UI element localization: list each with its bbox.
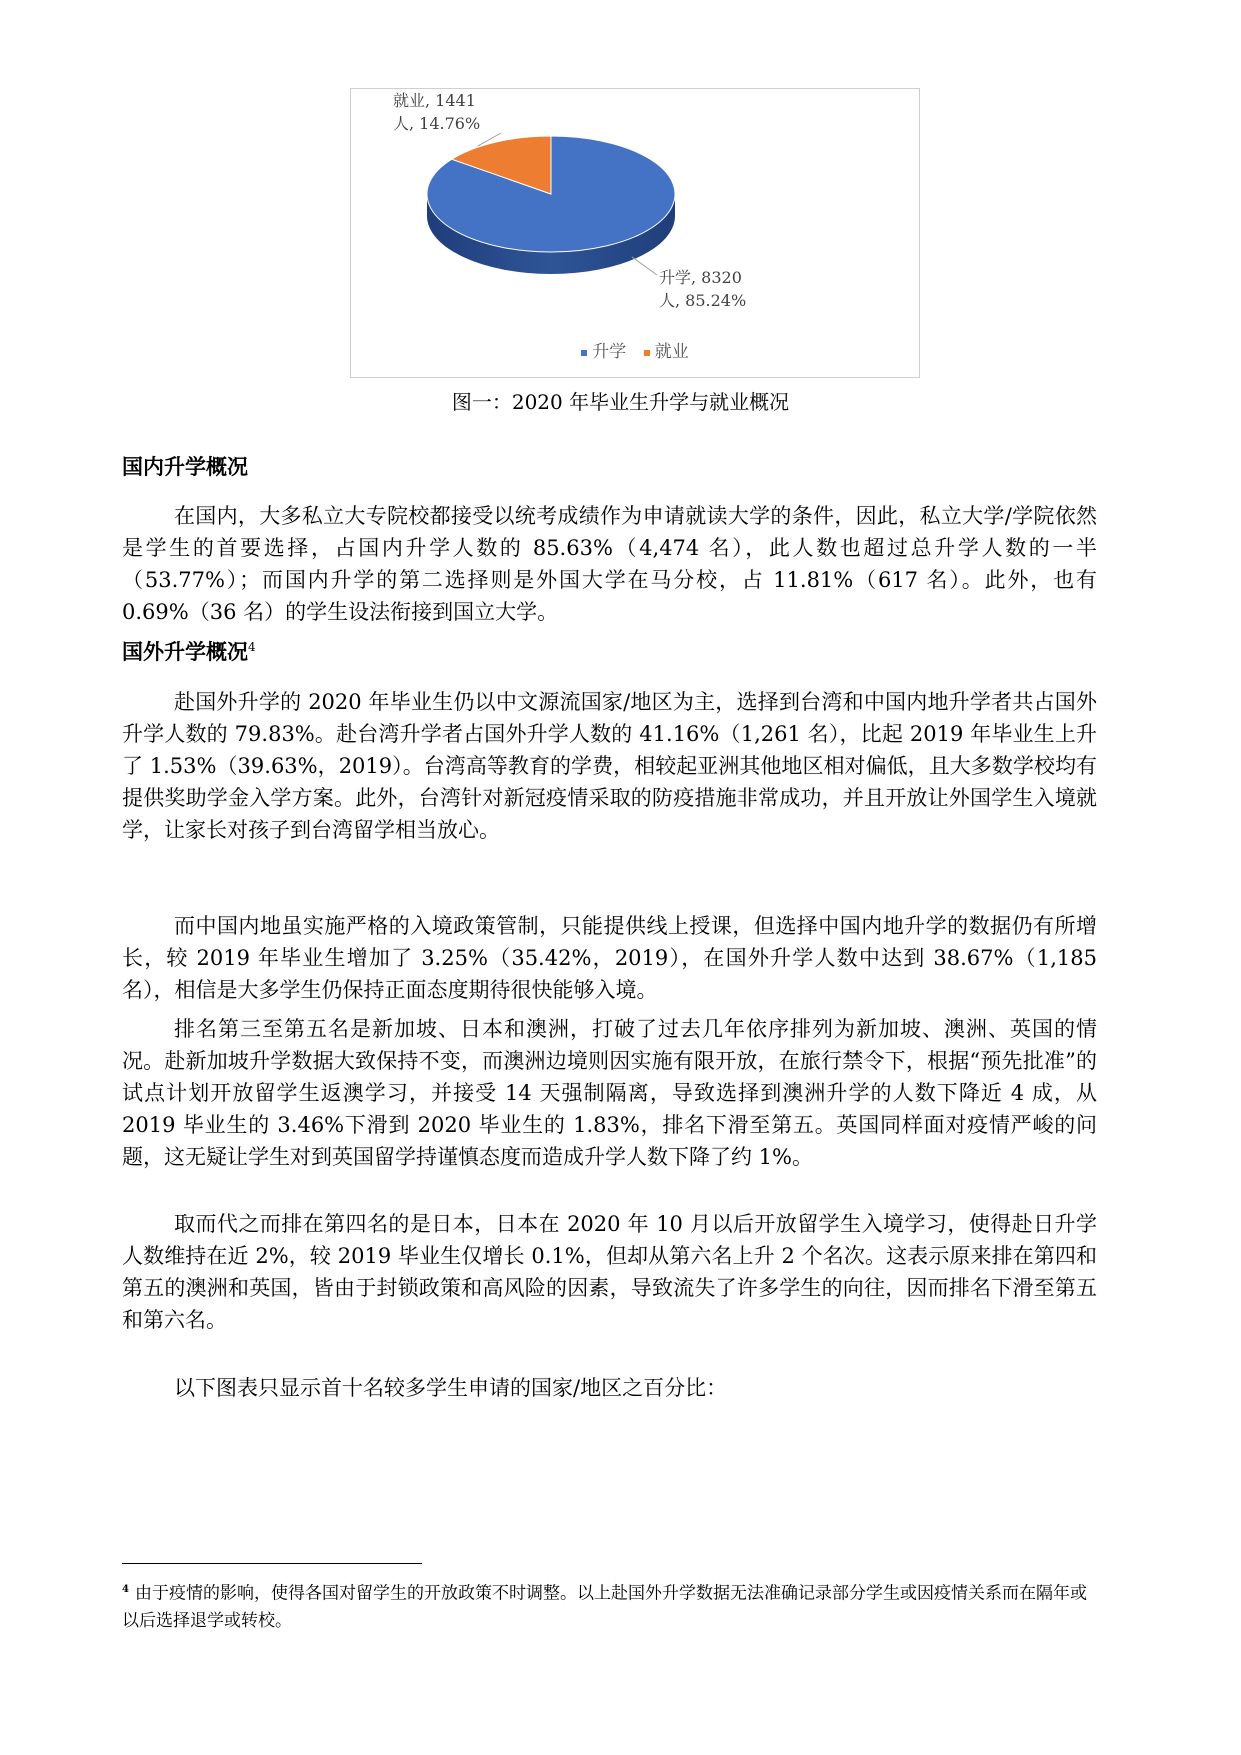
legend-label-further-study: 升学 <box>592 342 627 362</box>
data-label-employment <box>393 89 480 135</box>
footnote-ref: 4 <box>248 640 256 654</box>
paragraph-overseas-1: 赴国外升学的 2020 年毕业生仍以中文源流国家/地区为主，选择到台湾和中国内地升学者共占国外升学人数的 79.83%。赴台湾升学者占国外升学人数的 41.16%（1,261 名），比起 2019 年毕业生上升了 1.53%（39.63%，2019）。台湾高等教育的学费，相较起亚洲其他地区相对偏低，且大多数学校均有提供奖助学金入学方案。此外，台湾针对新冠疫情采取的防疫措施非常成功，并且开放让外国学生入境就学，让家长对孩子到台湾留学相当放心。 <box>122 690 1097 842</box>
legend-swatch-further-study <box>581 350 587 356</box>
data-label-further-study-line1: 升学, 8320 <box>659 268 742 287</box>
legend-item-employment <box>644 342 689 362</box>
data-label-employment-line2: 人, 14.76% <box>393 114 481 133</box>
pie-chart-figure <box>350 88 920 378</box>
section-heading-domestic-text: 国内升学概况 <box>122 454 248 479</box>
section-heading-domestic <box>122 451 248 481</box>
legend-label-employment: 就业 <box>654 342 689 362</box>
footnote-divider <box>122 1563 422 1564</box>
footnote <box>122 1576 1097 1635</box>
leader-line-further-study <box>632 257 657 275</box>
footnote-mark: 4 <box>122 1584 129 1595</box>
section-heading-overseas-text: 国外升学概况 <box>122 639 248 664</box>
data-label-further-study <box>659 266 746 312</box>
data-label-employment-line1: 就业, 1441 <box>393 91 476 110</box>
chart-legend <box>351 337 919 362</box>
figure-caption: 图一：2020 年毕业生升学与就业概况 <box>451 390 790 414</box>
data-label-further-study-line2: 人, 85.24% <box>659 291 747 310</box>
footnote-text: 由于疫情的影响，使得各国对留学生的开放政策不时调整。以上赴国外升学数据无法准确记录部分学生或因疫情关系而在隔年或以后选择退学或转校。 <box>122 1583 1087 1631</box>
legend-item-further-study <box>581 342 626 362</box>
paragraph-domestic-1: 在国内，大多私立大专院校都接受以统考成绩作为申请就读大学的条件，因此，私立大学/学院依然是学生的首要选择，占国内升学人数的 85.63%（4,474 名），此人数也超过总升学人数的一半（53.77%）；而国内升学的第二选择则是外国大学在马分校，占 11.81%（617 名）。此外，也有 0.69%（36 名）的学生设法衔接到国立大学。 <box>122 504 1097 624</box>
section-heading-overseas <box>122 636 256 666</box>
paragraph-overseas-2: 而中国内地虽实施严格的入境政策管制，只能提供线上授课，但选择中国内地升学的数据仍有所增长，较 2019 年毕业生增加了 3.25%（35.42%，2019），在国外升学人数中达到 38.67%（1,185 名），相信是大多学生仍保持正面态度期待很快能够入境。 <box>122 914 1097 1002</box>
legend-swatch-employment <box>644 350 650 356</box>
paragraph-overseas-3: 排名第三至第五名是新加坡、日本和澳洲，打破了过去几年依序排列为新加坡、澳洲、英国的情况。赴新加坡升学数据大致保持不变，而澳洲边境则因实施有限开放，在旅行禁令下，根据“预先批准”的试点计划开放留学生返澳学习，并接受 14 天强制隔离，导致选择到澳洲升学的人数下降近 4 成，从 2019 毕业生的 3.46%下滑到 2020 毕业生的 1.83%，排名下滑至第五。英国同样面对疫情严峻的问题，这无疑让学生对到英国留学持谨慎态度而造成升学人数下降了约 1%。 <box>122 1017 1097 1169</box>
paragraph-overseas-5: 以下图表只显示首十名较多学生申请的国家/地区之百分比： <box>174 1376 728 1400</box>
paragraph-overseas-4: 取而代之而排在第四名的是日本，日本在 2020 年 10 月以后开放留学生入境学习，使得赴日升学人数维持在近 2%，较 2019 毕业生仅增长 0.1%，但却从第六名上升 2 个名次。这表示原来排在第四和第五的澳洲和英国，皆由于封锁政策和高风险的因素，导致流失了许多学生的向往，因而排名下滑至第五和第六名。 <box>122 1212 1097 1332</box>
